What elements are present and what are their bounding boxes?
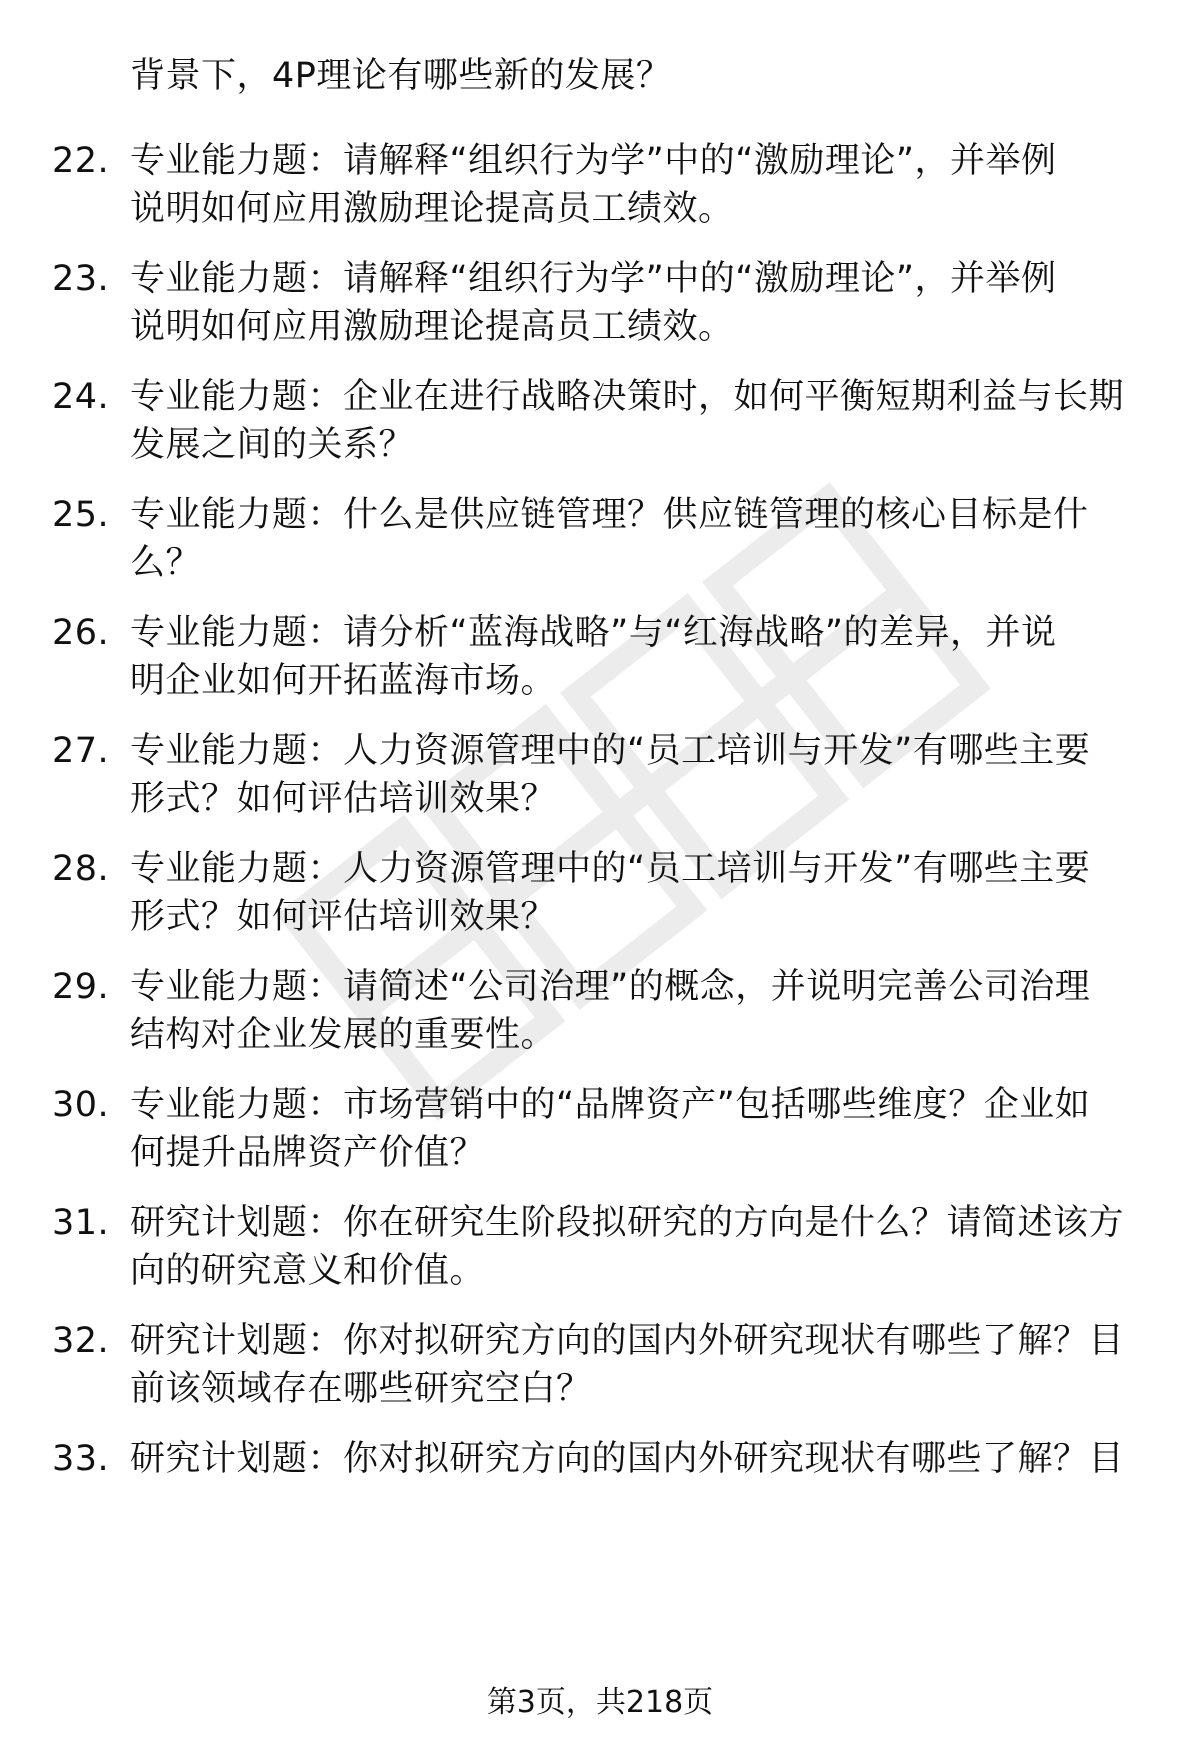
question-line: 明企业如何开拓蓝海市场。 xyxy=(130,661,557,701)
question-number: 33. xyxy=(52,1439,110,1479)
question-line: 何提升品牌资产价值？ xyxy=(130,1133,486,1173)
question-number: 22. xyxy=(52,141,110,181)
question-line: 研究计划题：你对拟研究方向的国内外研究现状有哪些了解？目 xyxy=(130,1321,1125,1361)
question-line: 说明如何应用激励理论提高员工绩效。 xyxy=(130,189,734,229)
question-number: 31. xyxy=(52,1203,110,1243)
question-line: 研究计划题：你对拟研究方向的国内外研究现状有哪些了解？目 xyxy=(130,1439,1125,1479)
question-text xyxy=(130,845,1140,941)
question-number: 24. xyxy=(52,377,110,417)
question-number: 32. xyxy=(52,1321,110,1361)
question-line: 专业能力题：什么是供应链管理？供应链管理的核心目标是什 xyxy=(130,495,1089,535)
question-line: 专业能力题：企业在进行战略决策时，如何平衡短期利益与长期 xyxy=(130,377,1125,417)
question-line: 专业能力题：请解释“组织行为学”中的“激励理论”，并举例 xyxy=(130,141,1057,181)
question-line: 前该领域存在哪些研究空白？ xyxy=(130,1369,592,1409)
question-text xyxy=(130,491,1140,587)
question-text xyxy=(130,1317,1140,1413)
question-line: 发展之间的关系？ xyxy=(130,425,415,465)
question-line: 么？ xyxy=(130,543,202,583)
question-number: 28. xyxy=(52,849,110,889)
question-line: 专业能力题：人力资源管理中的“员工培训与开发”有哪些主要 xyxy=(130,849,1091,889)
question-line: 研究计划题：你在研究生阶段拟研究的方向是什么？请简述该方 xyxy=(130,1203,1125,1243)
question-line: 专业能力题：市场营销中的“品牌资产”包括哪些维度？企业如 xyxy=(130,1085,1091,1125)
question-text xyxy=(130,609,1140,705)
question-line: 向的研究意义和价值。 xyxy=(130,1251,486,1291)
continuation-text: 背景下，4P理论有哪些新的发展？ xyxy=(130,56,672,96)
question-number: 29. xyxy=(52,967,110,1007)
question-text xyxy=(130,1081,1140,1177)
question-text xyxy=(130,1435,1140,1483)
question-text xyxy=(130,1199,1140,1295)
question-number: 25. xyxy=(52,495,110,535)
question-line: 结构对企业发展的重要性。 xyxy=(130,1015,557,1055)
question-line: 专业能力题：请分析“蓝海战略”与“红海战略”的差异，并说 xyxy=(130,613,1057,653)
question-line: 专业能力题：人力资源管理中的“员工培训与开发”有哪些主要 xyxy=(130,731,1091,771)
question-text xyxy=(130,373,1140,469)
question-text xyxy=(130,255,1140,351)
question-line: 专业能力题：请简述“公司治理”的概念，并说明完善公司治理 xyxy=(130,967,1091,1007)
question-text xyxy=(130,137,1140,233)
question-line: 形式？如何评估培训效果？ xyxy=(130,897,557,937)
question-line: 形式？如何评估培训效果？ xyxy=(130,779,557,819)
page-footer: 第3页，共218页 xyxy=(486,1685,714,1720)
question-text xyxy=(130,727,1140,823)
question-number: 23. xyxy=(52,259,110,299)
question-text xyxy=(130,963,1140,1059)
question-line: 说明如何应用激励理论提高员工绩效。 xyxy=(130,307,734,347)
question-line: 专业能力题：请解释“组织行为学”中的“激励理论”，并举例 xyxy=(130,259,1057,299)
question-number: 30. xyxy=(52,1085,110,1125)
question-number: 26. xyxy=(52,613,110,653)
question-number: 27. xyxy=(52,731,110,771)
